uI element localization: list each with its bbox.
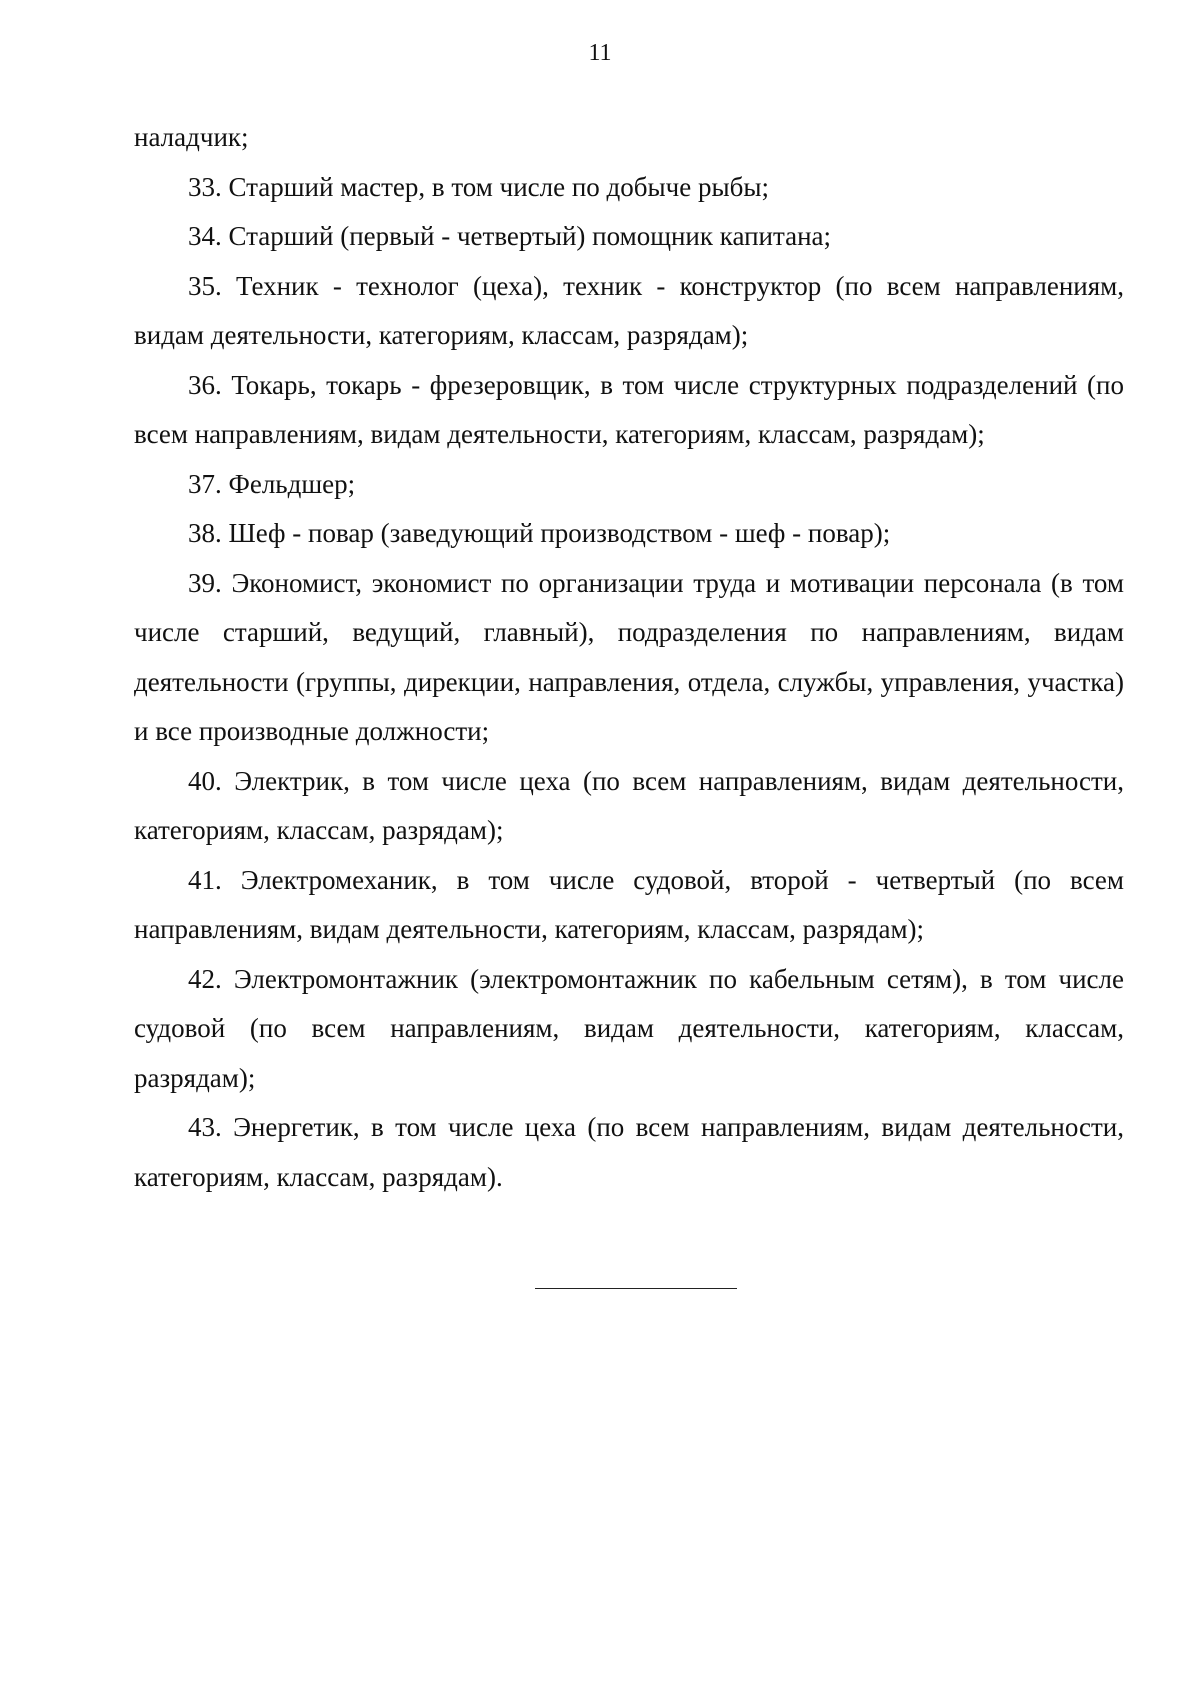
list-item-36: 36. Токарь, токарь - фрезеровщик, в том числе структурных подразделений (по всем направлениям, видам деятельности, категориям, классам, разрядам); [134,369,1124,449]
list-item-33: 33. Старший мастер, в том числе по добыче рыбы; [188,171,769,202]
document-body [134,113,1124,1202]
list-item-40: 40. Электрик, в том числе цеха (по всем направлениям, видам деятельности, категориям, классам, разрядам); [134,765,1124,845]
end-divider-line [535,1288,737,1289]
list-item-35: 35. Техник - технолог (цеха), техник - конструктор (по всем направлениям, видам деятельности, категориям, классам, разрядам); [134,270,1124,350]
list-item-41: 41. Электромеханик, в том числе судовой, второй - четвертый (по всем направлениям, видам деятельности, категориям, классам, разрядам); [134,864,1124,944]
list-item-43: 43. Энергетик, в том числе цеха (по всем направлениям, видам деятельности, категориям, классам, разрядам). [134,1112,1124,1192]
page-number: 11 [588,40,612,66]
list-item-34: 34. Старший (первый - четвертый) помощник капитана; [188,221,832,251]
list-item-38: 38. Шеф - повар (заведующий производством - шеф - повар); [188,518,891,548]
list-item-39: 39. Экономист, экономист по организации труда и мотивации персонала (в том числе старший, ведущий, главный), подразделения по направлениям, видам деятельности (группы, дирекции, направления, отдела, службы, управления, участка) и все производные должности; [134,567,1124,746]
list-item-37: 37. Фельдшер; [188,468,356,499]
list-item-42: 42. Электромонтажник (электромонтажник по кабельным сетям), в том числе судовой (по всем направлениям, видам деятельности, категориям, классам, разрядам); [134,963,1124,1093]
list-item-continuation: наладчик; [134,122,249,152]
